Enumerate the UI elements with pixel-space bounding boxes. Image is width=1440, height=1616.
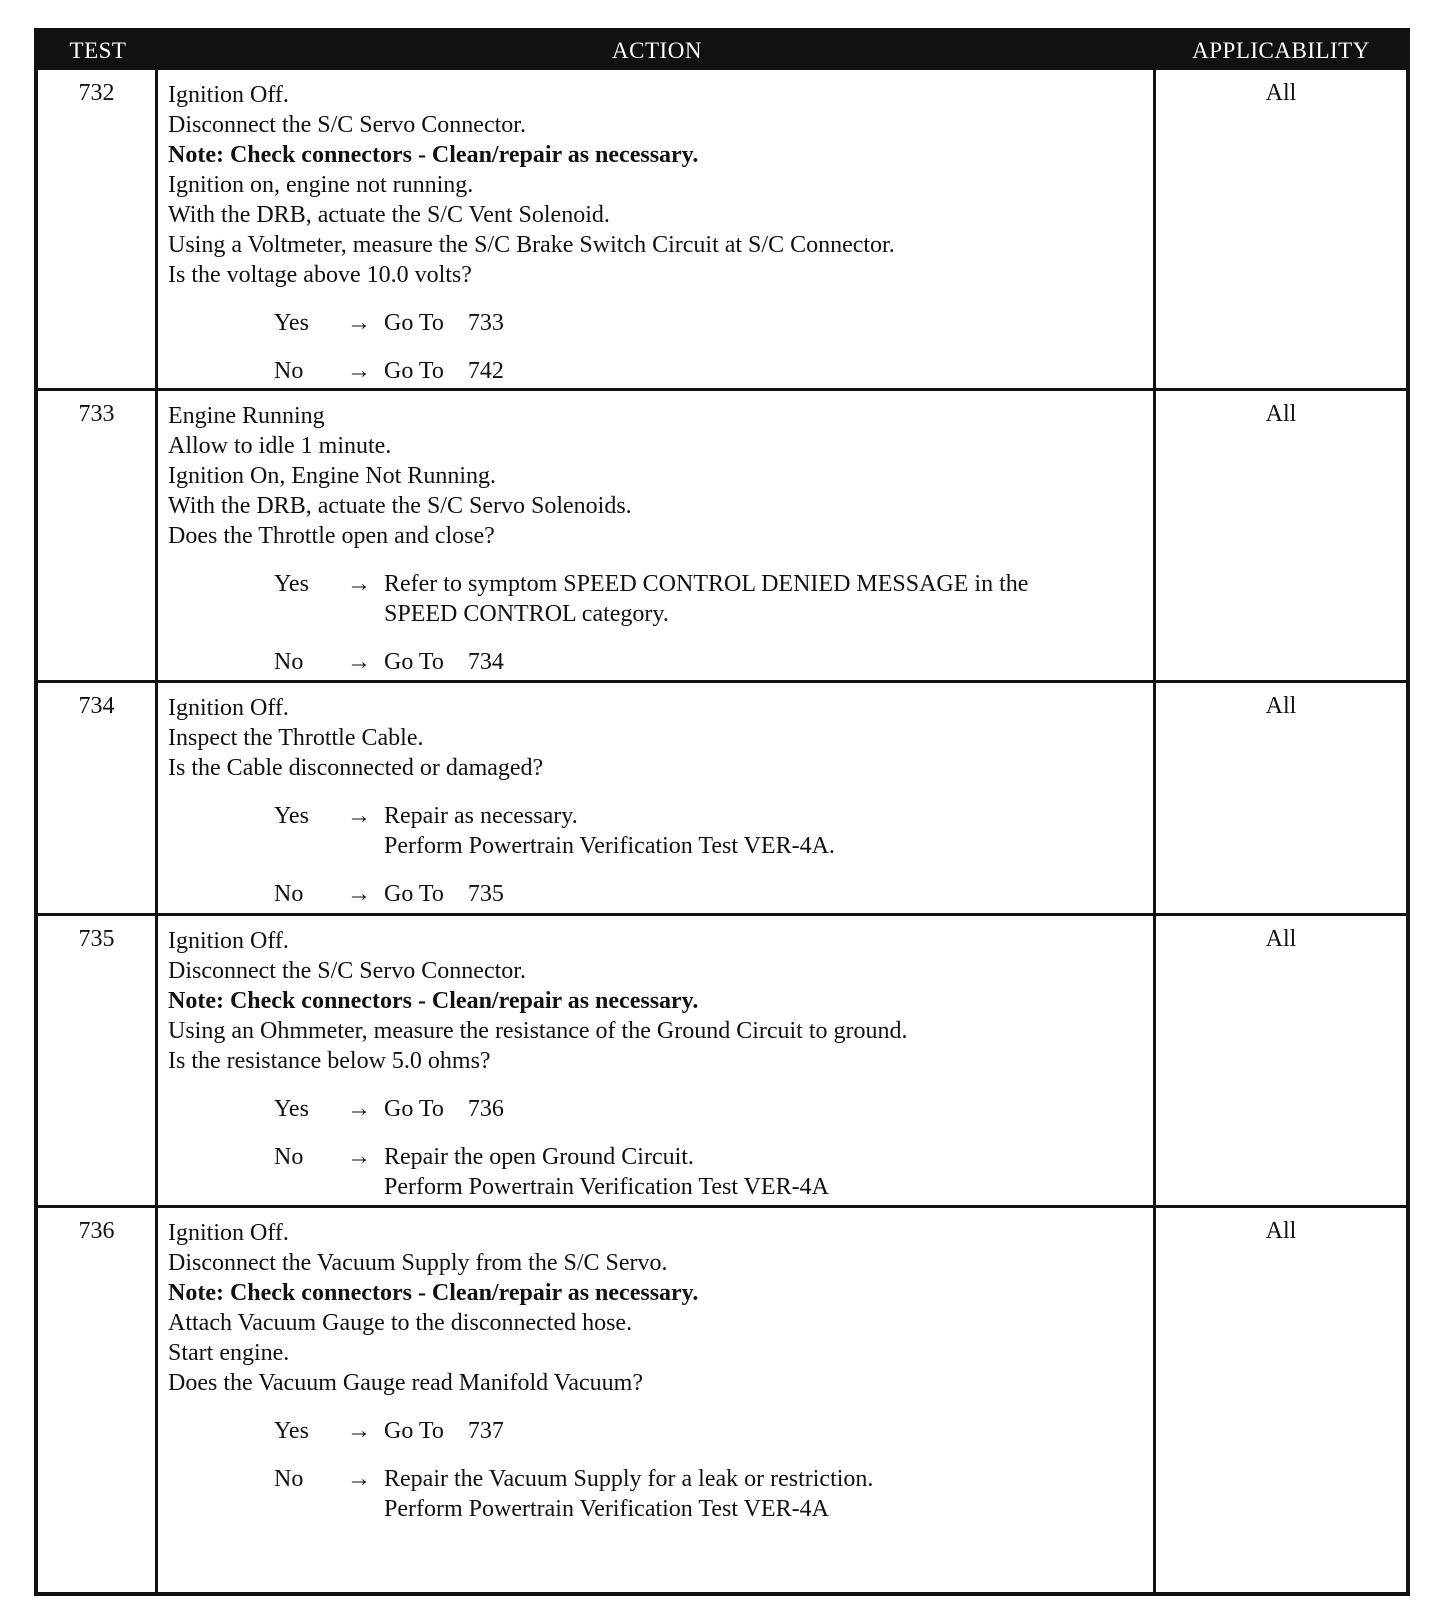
action-step: Attach Vacuum Gauge to the disconnected hose. xyxy=(168,1310,633,1336)
arrow-right-icon: → xyxy=(347,649,371,675)
arrow-right-icon: → xyxy=(347,1418,371,1444)
test-number: 734 xyxy=(38,683,158,913)
action-step: Is the resistance below 5.0 ohms? xyxy=(168,1048,491,1074)
action-step: Using an Ohmmeter, measure the resistance of the Ground Circuit to ground. xyxy=(168,1018,908,1044)
arrow-right-icon: → xyxy=(347,881,371,907)
outcome-no xyxy=(168,1464,1145,1524)
outcome-answer: No xyxy=(274,358,304,384)
applicability-cell: All xyxy=(1265,1218,1297,1244)
action-step: Ignition on, engine not running. xyxy=(168,172,474,198)
result-line: Perform Powertrain Verification Test VER-4A xyxy=(384,1496,829,1522)
outcome-result xyxy=(384,356,1145,386)
outcome-result xyxy=(384,801,1145,861)
outcome-answer: No xyxy=(274,1144,304,1170)
table-row xyxy=(38,913,1406,1205)
action-cell xyxy=(158,1208,1156,1592)
action-step: Does the Throttle open and close? xyxy=(168,523,495,549)
outcome-result xyxy=(384,1094,1145,1124)
outcome-result xyxy=(384,1464,1145,1524)
outcome-yes xyxy=(168,1094,1145,1124)
outcome-answer: Yes xyxy=(274,1418,309,1444)
result-line: Perform Powertrain Verification Test VER-4A xyxy=(384,1174,829,1200)
note-step: Note: Check connectors - Clean/repair as necessary. xyxy=(168,1280,699,1306)
action-step: Disconnect the S/C Servo Connector. xyxy=(168,112,526,138)
action-step: Allow to idle 1 minute. xyxy=(168,433,392,459)
action-step: Ignition Off. xyxy=(168,82,289,108)
note-step: Note: Check connectors - Clean/repair as necessary. xyxy=(168,988,699,1014)
outcome-no xyxy=(168,1142,1145,1202)
action-cell xyxy=(158,916,1156,1205)
goto-test-number: 736 xyxy=(467,1096,504,1122)
outcome-answer: Yes xyxy=(274,1096,309,1122)
action-step: Ignition On, Engine Not Running. xyxy=(168,463,496,489)
table-row xyxy=(38,388,1406,680)
result-line: Refer to symptom SPEED CONTROL DENIED MESSAGE in the xyxy=(384,571,1029,597)
applicability-cell: All xyxy=(1265,693,1297,719)
outcome-result xyxy=(384,1416,1145,1446)
result-line: Repair the Vacuum Supply for a leak or restriction. xyxy=(384,1466,874,1492)
outcome-yes xyxy=(168,308,1145,338)
goto-label: Go To xyxy=(384,1096,444,1122)
outcome-answer: No xyxy=(274,1466,304,1492)
goto-test-number: 737 xyxy=(467,1418,504,1444)
applicability-cell: All xyxy=(1265,80,1297,106)
header-applicability: APPLICABILITY xyxy=(1192,38,1370,63)
result-line: Repair as necessary. xyxy=(384,803,578,829)
outcome-answer: Yes xyxy=(274,571,309,597)
outcome-result xyxy=(384,1142,1145,1202)
outcome-yes xyxy=(168,1416,1145,1446)
table-row xyxy=(38,680,1406,913)
applicability-cell: All xyxy=(1265,926,1297,952)
table-body xyxy=(38,70,1406,1592)
action-step: Ignition Off. xyxy=(168,928,289,954)
outcome-no xyxy=(168,879,1145,909)
outcome-yes xyxy=(168,801,1145,861)
action-step: Does the Vacuum Gauge read Manifold Vacuum? xyxy=(168,1370,643,1396)
outcome-answer: Yes xyxy=(274,803,309,829)
arrow-right-icon: → xyxy=(347,571,371,597)
action-cell xyxy=(158,683,1156,913)
goto-label: Go To xyxy=(384,310,444,336)
diagnostic-procedure-table xyxy=(34,28,1410,1596)
header-test: TEST xyxy=(69,38,127,63)
goto-label: Go To xyxy=(384,649,444,675)
action-cell xyxy=(158,391,1156,680)
action-step: Using a Voltmeter, measure the S/C Brake Switch Circuit at S/C Connector. xyxy=(168,232,895,258)
test-number: 732 xyxy=(38,70,158,388)
arrow-right-icon: → xyxy=(347,358,371,384)
note-step: Note: Check connectors - Clean/repair as necessary. xyxy=(168,142,699,168)
arrow-right-icon: → xyxy=(347,1096,371,1122)
action-step: Engine Running xyxy=(168,403,325,429)
action-step: With the DRB, actuate the S/C Servo Solenoids. xyxy=(168,493,632,519)
action-step: Inspect the Throttle Cable. xyxy=(168,725,424,751)
outcome-answer: Yes xyxy=(274,310,309,336)
arrow-right-icon: → xyxy=(347,310,371,336)
action-step: Is the voltage above 10.0 volts? xyxy=(168,262,472,288)
outcome-yes xyxy=(168,569,1145,629)
action-step: With the DRB, actuate the S/C Vent Solenoid. xyxy=(168,202,610,228)
header-action: ACTION xyxy=(612,38,702,63)
outcome-result xyxy=(384,647,1145,677)
outcome-result xyxy=(384,569,1145,629)
table-row xyxy=(38,70,1406,388)
goto-label: Go To xyxy=(384,358,444,384)
outcome-answer: No xyxy=(274,881,304,907)
goto-label: Go To xyxy=(384,881,444,907)
goto-label: Go To xyxy=(384,1418,444,1444)
action-step: Ignition Off. xyxy=(168,695,289,721)
action-step: Is the Cable disconnected or damaged? xyxy=(168,755,544,781)
action-step: Ignition Off. xyxy=(168,1220,289,1246)
goto-test-number: 733 xyxy=(467,310,504,336)
result-line: SPEED CONTROL category. xyxy=(384,601,669,627)
outcome-result xyxy=(384,308,1145,338)
goto-test-number: 742 xyxy=(467,358,504,384)
result-line: Perform Powertrain Verification Test VER-4A. xyxy=(384,833,835,859)
outcome-result xyxy=(384,879,1145,909)
goto-test-number: 735 xyxy=(467,881,504,907)
table-header-row xyxy=(38,32,1406,70)
action-step: Disconnect the S/C Servo Connector. xyxy=(168,958,526,984)
outcome-answer: No xyxy=(274,649,304,675)
arrow-right-icon: → xyxy=(347,803,371,829)
applicability-cell: All xyxy=(1265,401,1297,427)
outcome-no xyxy=(168,647,1145,677)
arrow-right-icon: → xyxy=(347,1144,371,1170)
arrow-right-icon: → xyxy=(347,1466,371,1492)
action-step: Start engine. xyxy=(168,1340,290,1366)
action-step: Disconnect the Vacuum Supply from the S/C Servo. xyxy=(168,1250,668,1276)
test-number: 733 xyxy=(38,391,158,680)
goto-test-number: 734 xyxy=(467,649,504,675)
test-number: 736 xyxy=(38,1208,158,1592)
test-number: 735 xyxy=(38,916,158,1205)
result-line: Repair the open Ground Circuit. xyxy=(384,1144,694,1170)
table-row xyxy=(38,1205,1406,1592)
action-cell xyxy=(158,70,1156,388)
outcome-no xyxy=(168,356,1145,386)
